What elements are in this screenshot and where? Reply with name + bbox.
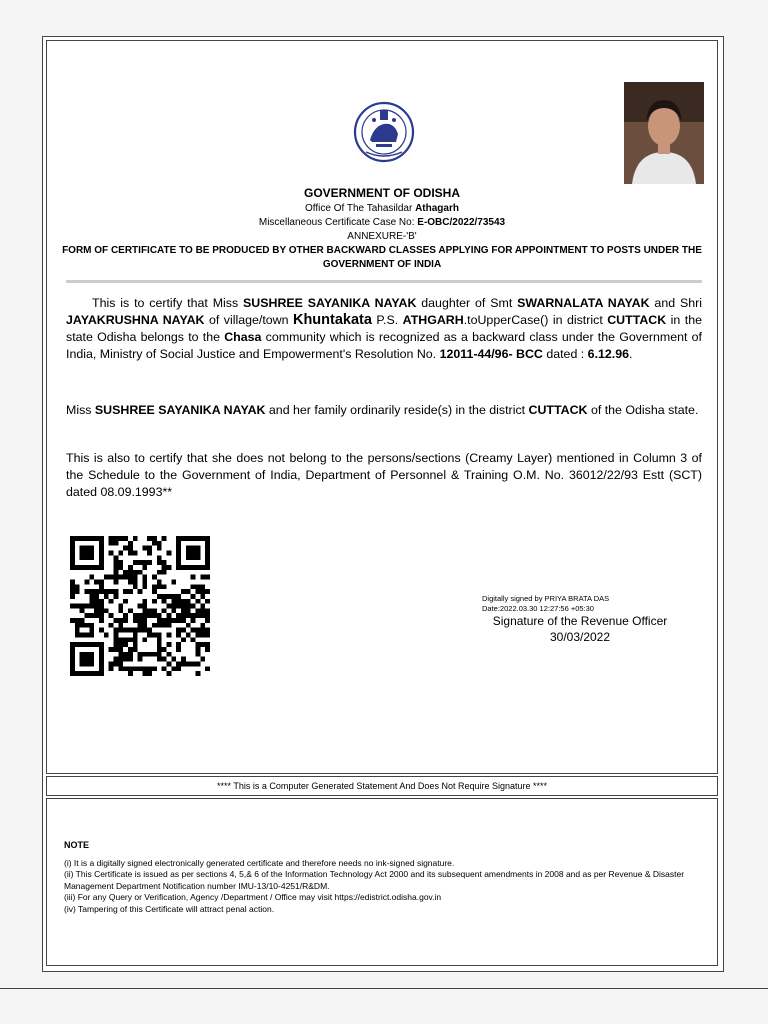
- digital-signature-stamp: [482, 594, 609, 614]
- note-block: [64, 840, 704, 915]
- header-divider: [66, 280, 702, 283]
- community-name: Chasa: [224, 330, 262, 344]
- village-name: Khuntakata: [292, 312, 372, 328]
- form-heading: FORM OF CERTIFICATE TO BE PRODUCED BY OTHER BACKWARD CLASSES APPLYING FOR APPOINTMENT TO POSTS UNDER THE GOVERNMENT OF INDIA: [62, 245, 702, 270]
- resolution-date: 6.12.96: [587, 347, 630, 361]
- case-number: E-OBC/2022/73543: [417, 217, 506, 228]
- signature-date: 30/03/2022: [549, 630, 611, 644]
- case-number-line: Miscellaneous Certificate Case No: E-OBC/2022/73543: [258, 217, 506, 228]
- page-bottom-rule: [0, 988, 768, 989]
- residence-paragraph: Miss SUSHREE SAYANIKA NAYAK and her family ordinarily reside(s) in the district CUTTACK of the Odisha state.: [66, 403, 699, 417]
- note-item: (iv) Tampering of this Certificate will attract penal action.: [64, 903, 275, 914]
- applicant-name-2: SUSHREE SAYANIKA NAYAK: [94, 403, 266, 417]
- computer-generated-statement: **** This is a Computer Generated Statement And Does Not Require Signature ****: [46, 776, 718, 796]
- district-name: CUTTACK: [607, 313, 667, 327]
- certification-paragraph-1: This is to certify that Miss SUSHREE SAYANIKA NAYAK daughter of Smt SWARNALATA NAYAK and Shri JAYAKRUSHNA NAYAK of village/town Khuntakata P.S. ATHGARH.toUpperCase() in district CUTTACK in the state Odisha belongs to the Chasa community which is recognized as a backward class under the Government of India, Ministry of Social Justice and Empowerment's Resolution No. 12011-44/96- BCC dated : 6.12.96.: [66, 296, 703, 361]
- note-title: NOTE: [64, 840, 90, 850]
- note-item: (i) It is a digitally signed electronically generated certificate and therefore needs no ink-signed signature.: [64, 857, 455, 868]
- mother-name: SWARNALATA NAYAK: [517, 296, 650, 310]
- creamy-layer-paragraph: This is also to certify that she does not belong to the persons/sections (Creamy Layer) mentioned in Column 3 of the Schedule to the Government of India, Department of Personnel & Training O.M. No. 36012/22/93 Estt (SCT) dated 08.09.1993**: [66, 451, 702, 499]
- district-name-2: CUTTACK: [528, 403, 588, 417]
- government-title: GOVERNMENT OF ODISHA: [303, 186, 460, 200]
- applicant-photo: [624, 82, 704, 184]
- odisha-emblem-icon: [352, 100, 416, 164]
- signature-block: [470, 613, 690, 645]
- office-name: Athagarh: [415, 203, 459, 214]
- qr-code[interactable]: [70, 535, 210, 677]
- resolution-number: 12011-44/96- BCC: [439, 347, 543, 361]
- signature-label: Signature of the Revenue Officer: [492, 614, 668, 628]
- digital-signed-by: Digitally signed by PRIYA BRATA DAS: [482, 594, 610, 603]
- annexure-label: ANNEXURE-'B': [347, 231, 417, 242]
- father-name: JAYAKRUSHNA NAYAK: [66, 313, 205, 327]
- office-line: Office Of The Tahasildar Athagarh: [305, 203, 459, 214]
- digital-signed-date: Date:2022.03.30 12:27:56 +05:30: [482, 604, 594, 613]
- police-station: ATHGARH: [402, 313, 464, 327]
- applicant-name: SUSHREE SAYANIKA NAYAK: [243, 296, 417, 310]
- note-item: (ii) This Certificate is issued as per sections 4, 5,& 6 of the Information Technology Act 2000 and its subsequent amendments in 2008 and as per Revenue & Disaster Management Department Notification number IMU-13/10-4251/R&DM.: [64, 869, 685, 891]
- note-item: (iii) For any Query or Verification, Agency /Department / Office may visit https://edistrict.odisha.gov.in: [64, 892, 442, 902]
